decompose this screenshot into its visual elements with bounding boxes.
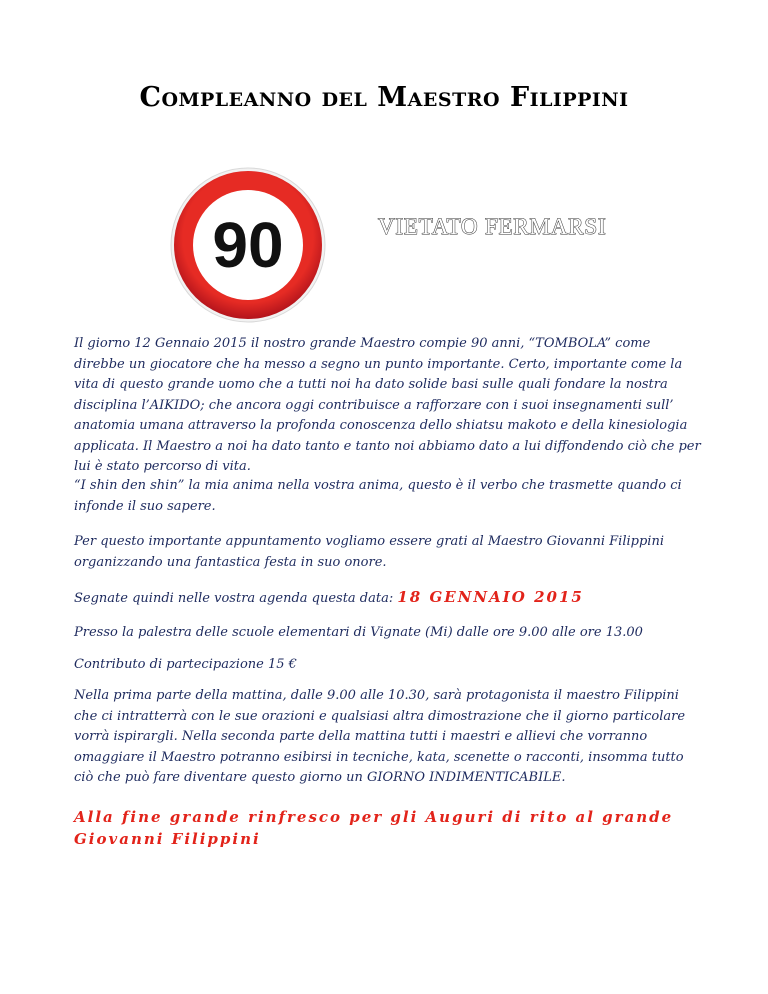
document-title: Compleanno del Maestro Filippini <box>139 82 629 113</box>
program-paragraph: Nella prima parte della mattina, dalle 9.00 alle 10.30, sarà protagonista il maestro Filippini che ci intratterrà con le sue orazioni e qualsiasi altra dimostrazione che il giorno particolare vorrà ispirargli. Nella seconda parte della mattina tutti i maestri e allievi che vorranno omaggiare il Maestro potranno esibirsi in tecniche, kata, scenette o racconti, insomma tutto ciò che può fare diventare questo giorno un GIORNO INDIMENTICABILE. <box>74 688 686 785</box>
speed-limit-sign-icon <box>169 166 327 324</box>
intro-paragraph: Il giorno 12 Gennaio 2015 il nostro grande Maestro compie 90 anni, “TOMBOLA” come direbbe un giocatore che ha messo a segno un punto importante. Certo, importante come la vita di questo grande uomo che a tutti noi ha dato solide basi sulle quali fondare la nostra disciplina l’AIKIDO; che ancora oggi contribuisce a rafforzare con i suoi insegnamenti sull’ anatomia umana attraverso la profonda conoscenza dello shiatsu makoto e della kinesiologia applicata. Il Maestro a noi ha dato tanto e tanto noi abbiamo dato a lui diffondendo ciò che per lui è stato percorso di vita. <box>74 336 701 474</box>
location-paragraph: Presso la palestra delle scuole elementari di Vignate (Mi) dalle ore 9.00 alle ore 13.00 <box>74 625 643 640</box>
event-date: 18 GENNAIO 2015 <box>397 588 584 606</box>
subtitle-vietato-fermarsi: VIETATO FERMARSI <box>378 214 607 239</box>
closing-line: Alla fine grande rinfresco per gli Auguri di rito al grande Giovanni Filippini <box>74 808 674 848</box>
agenda-prefix: Segnate quindi nelle vostra agenda questa data: <box>74 591 398 606</box>
agenda-paragraph <box>74 587 704 610</box>
quote-paragraph: “I shin den shin” la mia anima nella vostra anima, questo è il verbo che trasmette quando ci infonde il suo sapere. <box>74 478 682 514</box>
sign-number: 90 <box>212 209 284 281</box>
contribution-paragraph: Contributo di partecipazione 15 € <box>74 657 297 672</box>
purpose-paragraph: Per questo importante appuntamento vogliamo essere grati al Maestro Giovanni Filippini organizzando una fantastica festa in suo onore. <box>74 534 664 570</box>
